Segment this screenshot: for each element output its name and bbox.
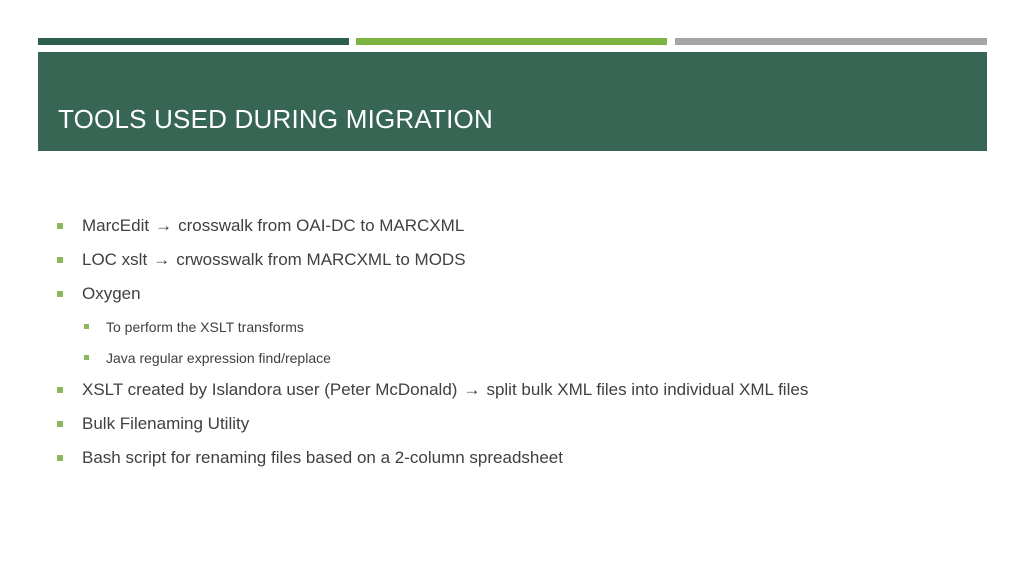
slide-title: TOOLS USED DURING MIGRATION <box>58 104 493 134</box>
right-arrow-icon: → <box>463 380 481 399</box>
accent-stripe-light-green <box>356 38 667 45</box>
square-bullet-icon <box>57 455 63 461</box>
bullet-item-oxygen <box>57 277 977 311</box>
sub-bullet-item-xslt-transforms <box>57 311 977 342</box>
square-bullet-icon <box>57 257 63 263</box>
right-arrow-icon: → <box>155 216 173 235</box>
accent-stripe-gray <box>675 38 987 45</box>
right-arrow-icon: → <box>153 250 171 269</box>
bullet-item-marcedit <box>57 209 977 243</box>
square-bullet-icon <box>84 355 89 360</box>
square-bullet-icon <box>57 291 63 297</box>
bullet-text-after: crwosswalk from MARCXML to MODS <box>176 250 466 269</box>
bullet-text-before: MarcEdit <box>82 216 150 235</box>
bullet-text-after: crosswalk from OAI-DC to MARCXML <box>178 216 465 235</box>
bullet-list <box>57 209 977 475</box>
title-band <box>38 52 987 151</box>
bullet-item-bulk-filenaming <box>57 407 977 441</box>
square-bullet-icon <box>84 324 89 329</box>
bullet-item-bash-script <box>57 441 977 475</box>
square-bullet-icon <box>57 223 63 229</box>
sub-bullet-item-java-regex <box>57 342 977 373</box>
bullet-text: Oxygen <box>82 284 141 303</box>
bullet-text-before: LOC xslt <box>82 250 148 269</box>
bullet-item-xslt-islandora <box>57 373 977 407</box>
square-bullet-icon <box>57 387 63 393</box>
bullet-item-loc-xslt <box>57 243 977 277</box>
top-accent-stripes <box>38 38 987 45</box>
square-bullet-icon <box>57 421 63 427</box>
bullet-text-before: XSLT created by Islandora user (Peter McDonald) <box>82 380 458 399</box>
bullet-text: Bash script for renaming files based on a 2-column spreadsheet <box>82 448 563 467</box>
sub-bullet-text: To perform the XSLT transforms <box>106 318 304 335</box>
bullet-text: Bulk Filenaming Utility <box>82 414 250 433</box>
sub-bullet-text: Java regular expression find/replace <box>106 349 331 366</box>
bullet-text-after: split bulk XML files into individual XML files <box>486 380 809 399</box>
accent-stripe-dark-green <box>38 38 349 45</box>
